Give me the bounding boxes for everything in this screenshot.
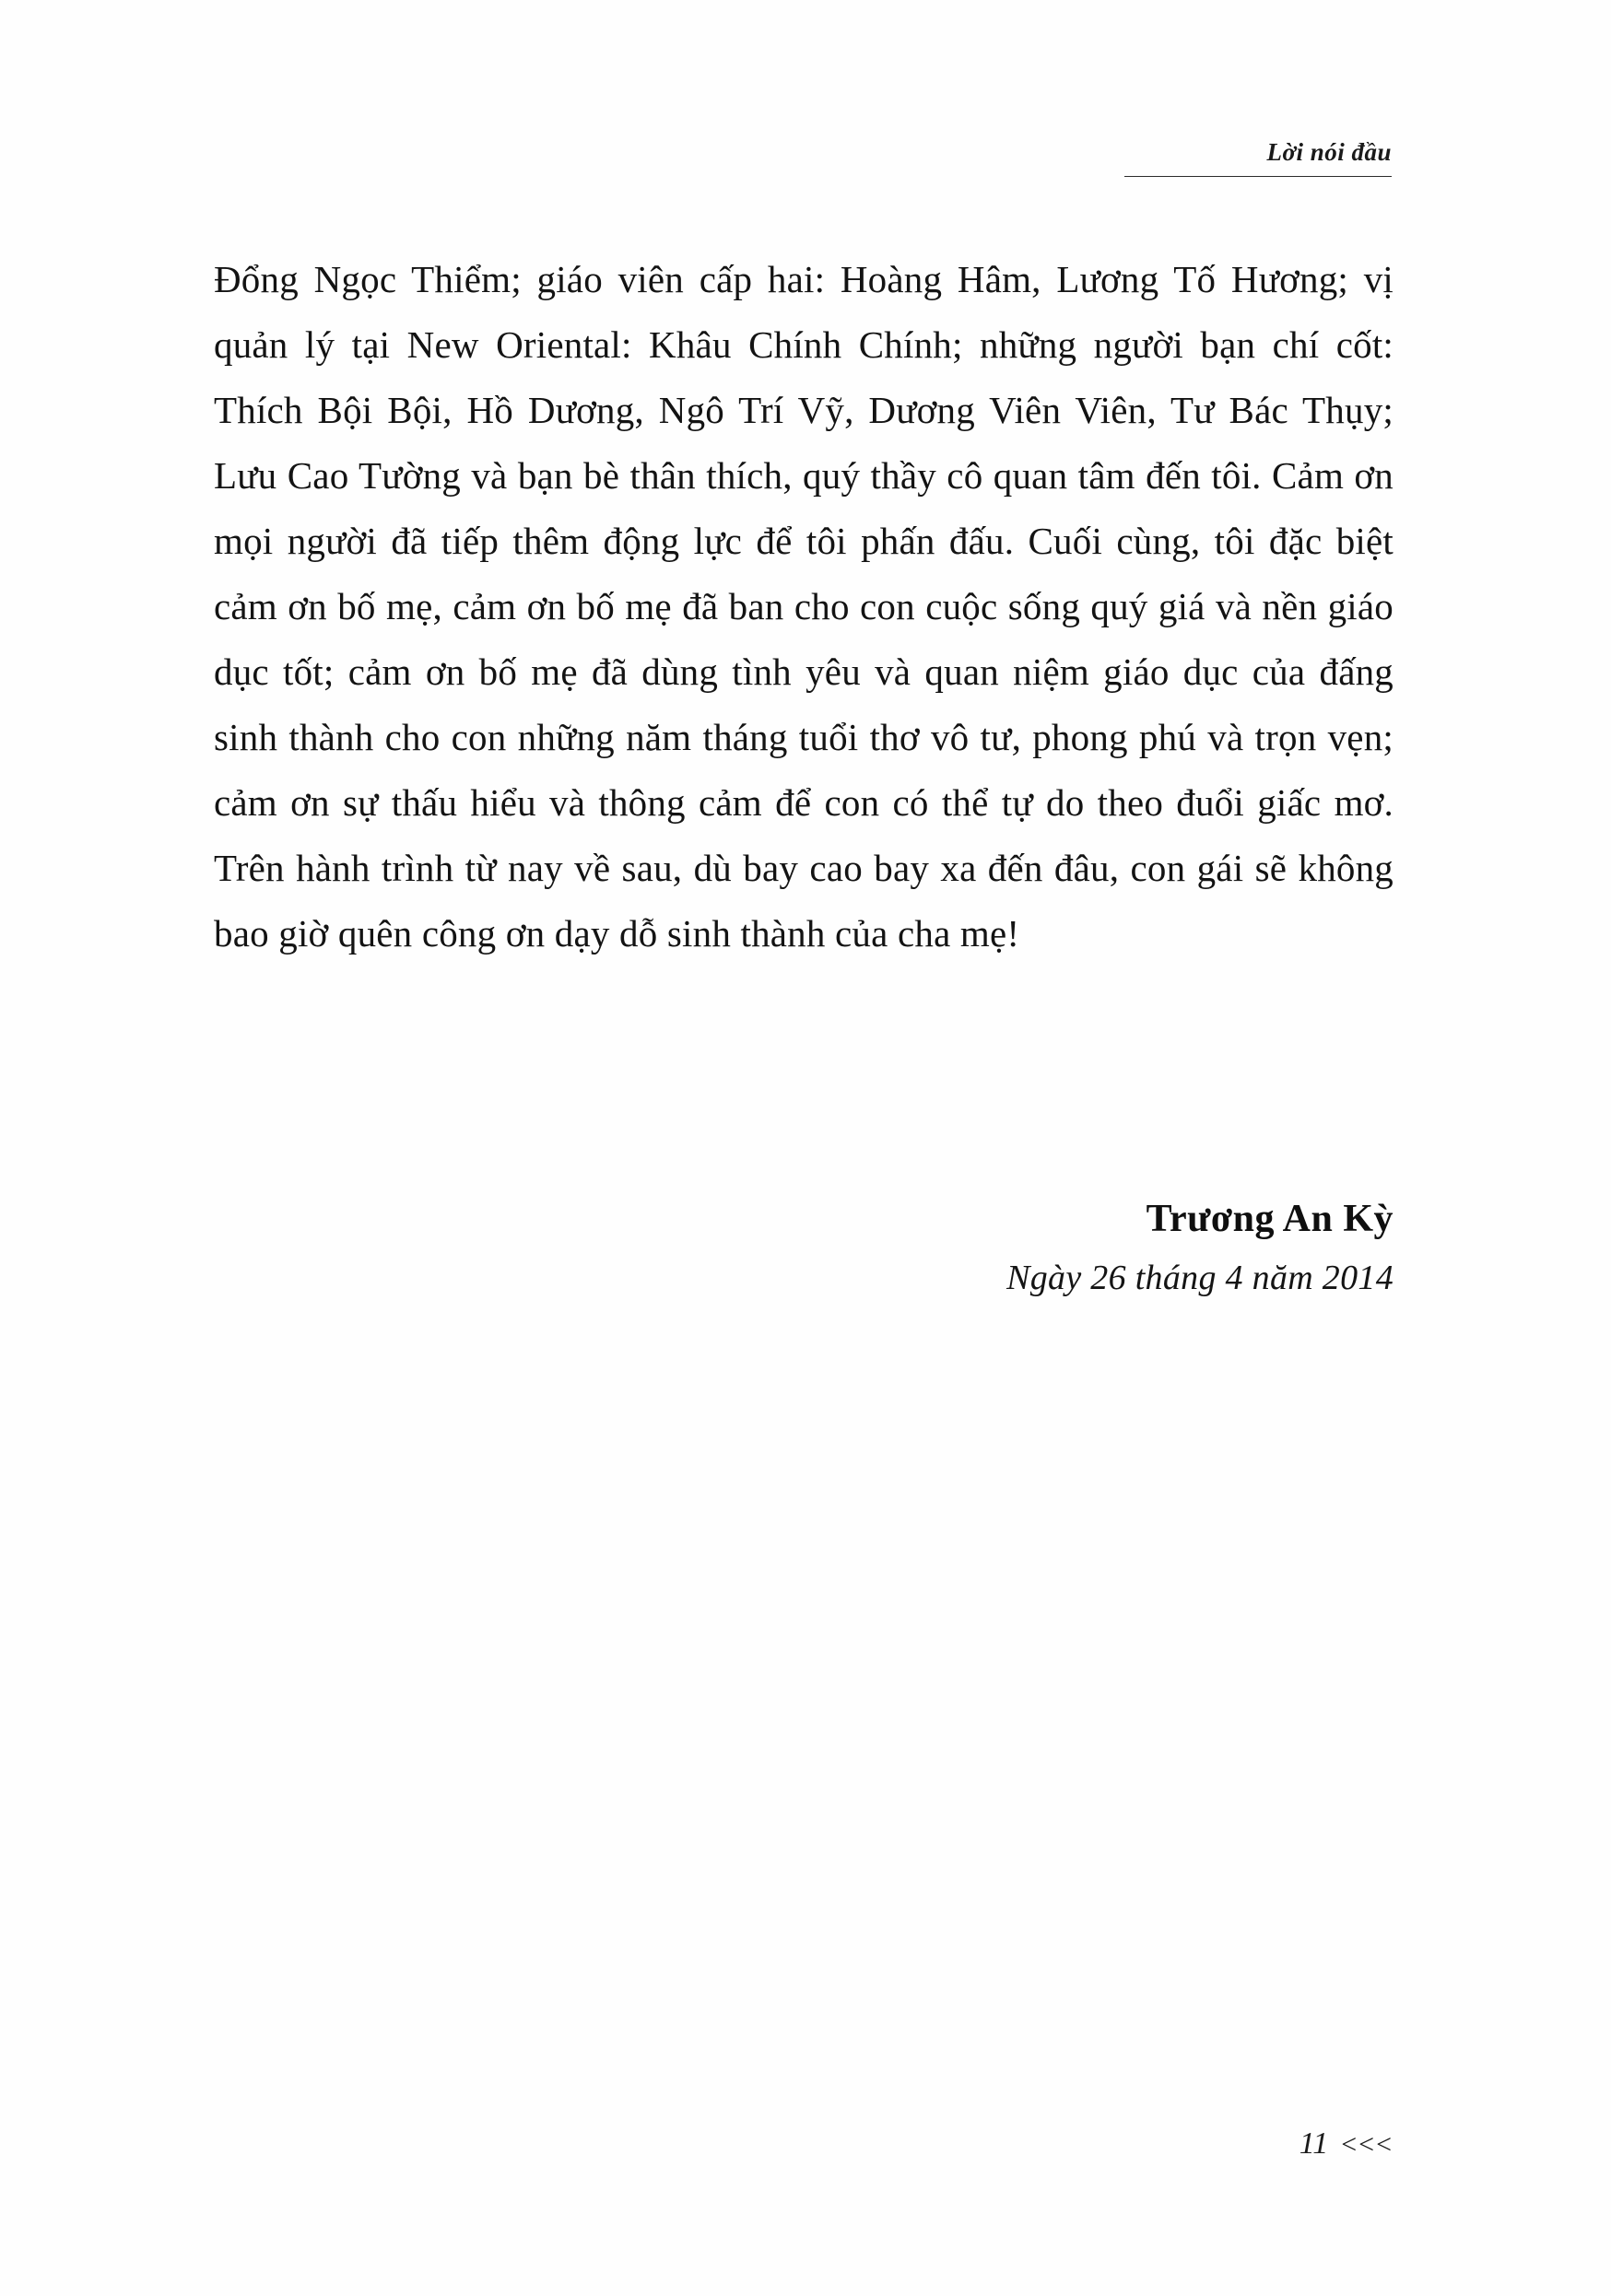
page-number: 11 (1299, 2126, 1329, 2161)
footer-chevrons-icon: <<< (1341, 2129, 1393, 2160)
body-paragraph: Đổng Ngọc Thiểm; giáo viên cấp hai: Hoàng Hâm, Lương Tố Hương; vị quản lý tại New Oriental: Khâu Chính Chính; những người bạn chí cốt: Thích Bội Bội, Hồ Dương, Ngô Trí Vỹ, Dương Viên Viên, Tư Bác Thụy; Lưu Cao Tường và bạn bè thân thích, quý thầy cô quan tâm đến tôi. Cảm ơn mọi người đã tiếp thêm động lực để tôi phấn đấu. Cuối cùng, tôi đặc biệt cảm ơn bố mẹ, cảm ơn bố mẹ đã ban cho con cuộc sống quý giá và nền giáo dục tốt; cảm ơn bố mẹ đã dùng tình yêu và quan niệm giáo dục của đấng sinh thành cho con những năm tháng tuổi thơ vô tư, phong phú và trọn vẹn; cảm ơn sự thấu hiểu và thông cảm để con có thể tự do theo đuổi giấc mơ. Trên hành trình từ nay về sau, dù bay cao bay xa đến đâu, con gái sẽ không bao giờ quên công ơn dạy dỗ sinh thành của cha mẹ! (214, 258, 1393, 955)
signature-block (214, 1189, 1393, 1306)
running-header-title: Lời nói đầu (1266, 138, 1392, 166)
body-text-block (214, 247, 1393, 966)
signature-author: Trương An Kỳ (1146, 1198, 1393, 1240)
header-divider (1124, 176, 1392, 177)
running-header (1124, 138, 1392, 177)
signature-date: Ngày 26 tháng 4 năm 2014 (1006, 1259, 1393, 1297)
page-footer (1299, 2126, 1393, 2161)
